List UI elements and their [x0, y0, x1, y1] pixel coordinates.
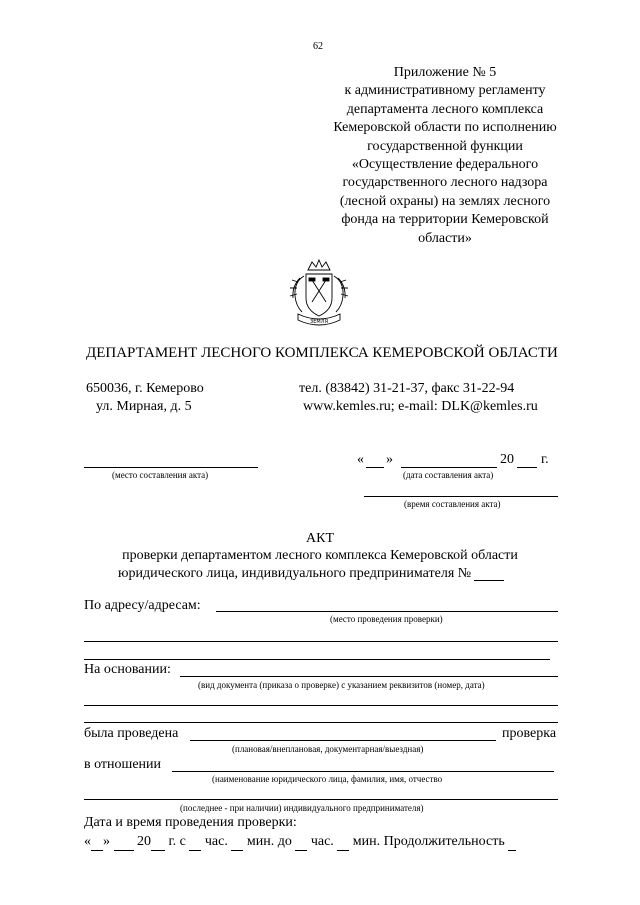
- page-number: 62: [313, 41, 323, 52]
- datetime-label: Дата и время проведения проверки:: [84, 815, 297, 830]
- datetime-from-hour-field[interactable]: [189, 834, 201, 851]
- date-day-field[interactable]: [366, 467, 384, 468]
- regarding-caption-2: (последнее - при наличии) индивидуального предпринимателя): [180, 803, 424, 813]
- regarding-label: в отношении: [84, 757, 162, 772]
- coat-of-arms-emblem: [286, 258, 352, 330]
- datetime-hours: час.: [204, 834, 228, 849]
- time-caption: (время составления акта): [404, 499, 501, 509]
- date-year-prefix: 20: [500, 452, 514, 467]
- date-year-field[interactable]: [517, 467, 537, 468]
- appendix-line: области»: [418, 230, 472, 246]
- datetime-from-min-field[interactable]: [231, 834, 243, 851]
- emblem-ribbon-text: ЗЕМЛЯ: [310, 319, 328, 325]
- conducted-field[interactable]: [190, 740, 496, 741]
- appendix-line: Кемеровской области по исполнению: [333, 120, 557, 136]
- datetime-day-field[interactable]: [91, 834, 103, 851]
- appendix-line: государственного лесного надзора: [342, 175, 548, 191]
- regarding-caption: (наименование юридического лица, фамилия, имя, отчество: [212, 774, 443, 784]
- appendix-line: (лесной охраны) на землях лесного: [339, 193, 551, 209]
- appendix-line: к административному регламенту: [344, 83, 546, 99]
- datetime-min-to: мин. до: [246, 834, 292, 849]
- conducted-caption: (плановая/внеплановая, документарная/выездная): [232, 744, 424, 754]
- date-caption: (дата составления акта): [403, 470, 494, 480]
- datetime-year: 20: [137, 834, 151, 849]
- datetime-line: [84, 834, 516, 851]
- address-label: По адресу/адресам:: [84, 598, 201, 613]
- address-field[interactable]: [216, 611, 558, 612]
- datetime-from: г. с: [168, 834, 186, 849]
- appendix-line: Приложение № 5: [393, 65, 497, 80]
- datetime-to-min-field[interactable]: [337, 834, 349, 851]
- address-caption: (место проведения проверки): [330, 614, 443, 624]
- time-field-line[interactable]: [364, 496, 558, 497]
- act-number-field[interactable]: [474, 580, 504, 581]
- conducted-suffix: проверка: [502, 726, 557, 741]
- address-line-1: 650036, г. Кемерово: [86, 381, 204, 396]
- address-field-line-2[interactable]: [84, 641, 558, 642]
- datetime-duration: мин. Продолжительность: [352, 834, 505, 849]
- basis-field[interactable]: [180, 676, 558, 677]
- datetime-duration-field[interactable]: [508, 834, 516, 851]
- place-caption: (место составления акта): [112, 470, 209, 480]
- contacts-phone: тел. (83842) 31-21-37, факс 31-22-94: [299, 381, 515, 396]
- basis-label: На основании:: [84, 662, 171, 677]
- basis-caption: (вид документа (приказа о проверке) с указанием реквизитов (номер, дата): [198, 680, 485, 690]
- datetime-hours-2: час.: [310, 834, 334, 849]
- datetime-open-quote: «: [84, 834, 91, 849]
- appendix-line: фонда на территории Кемеровской: [341, 212, 549, 228]
- conducted-label: была проведена: [84, 726, 179, 741]
- basis-field-line-3[interactable]: [84, 722, 558, 723]
- basis-field-line-2[interactable]: [84, 705, 558, 706]
- appendix-block: [300, 64, 590, 248]
- date-day-open-quote: «: [357, 452, 364, 467]
- date-year-suffix: г.: [541, 452, 549, 467]
- address-line-2: ул. Мирная, д. 5: [96, 399, 192, 414]
- act-title-line-2: юридического лица, индивидуального предпринимателя №: [118, 566, 472, 581]
- address-field-line-3[interactable]: [84, 659, 550, 660]
- appendix-line: «Осуществление федерального: [351, 157, 539, 173]
- date-day-close-quote: »: [386, 452, 393, 467]
- place-field-line[interactable]: [84, 467, 258, 468]
- department-heading: ДЕПАРТАМЕНТ ЛЕСНОГО КОМПЛЕКСА КЕМЕРОВСКОЙ ОБЛАСТИ: [86, 345, 558, 361]
- datetime-to-hour-field[interactable]: [295, 834, 307, 851]
- datetime-month-field[interactable]: [114, 834, 134, 851]
- appendix-line: департамента лесного комплекса: [346, 101, 544, 117]
- contacts-web: www.kemles.ru; e-mail: DLK@kemles.ru: [303, 399, 538, 414]
- datetime-close-quote: »: [103, 834, 110, 849]
- regarding-field[interactable]: [172, 771, 554, 772]
- regarding-field-line-2[interactable]: [84, 799, 558, 800]
- date-month-field[interactable]: [401, 467, 497, 468]
- datetime-year-field[interactable]: [151, 834, 165, 851]
- appendix-line: государственной функции: [367, 138, 523, 154]
- act-title-line-1: проверки департаментом лесного комплекса Кемеровской области: [122, 548, 518, 563]
- act-heading: АКТ: [306, 531, 334, 546]
